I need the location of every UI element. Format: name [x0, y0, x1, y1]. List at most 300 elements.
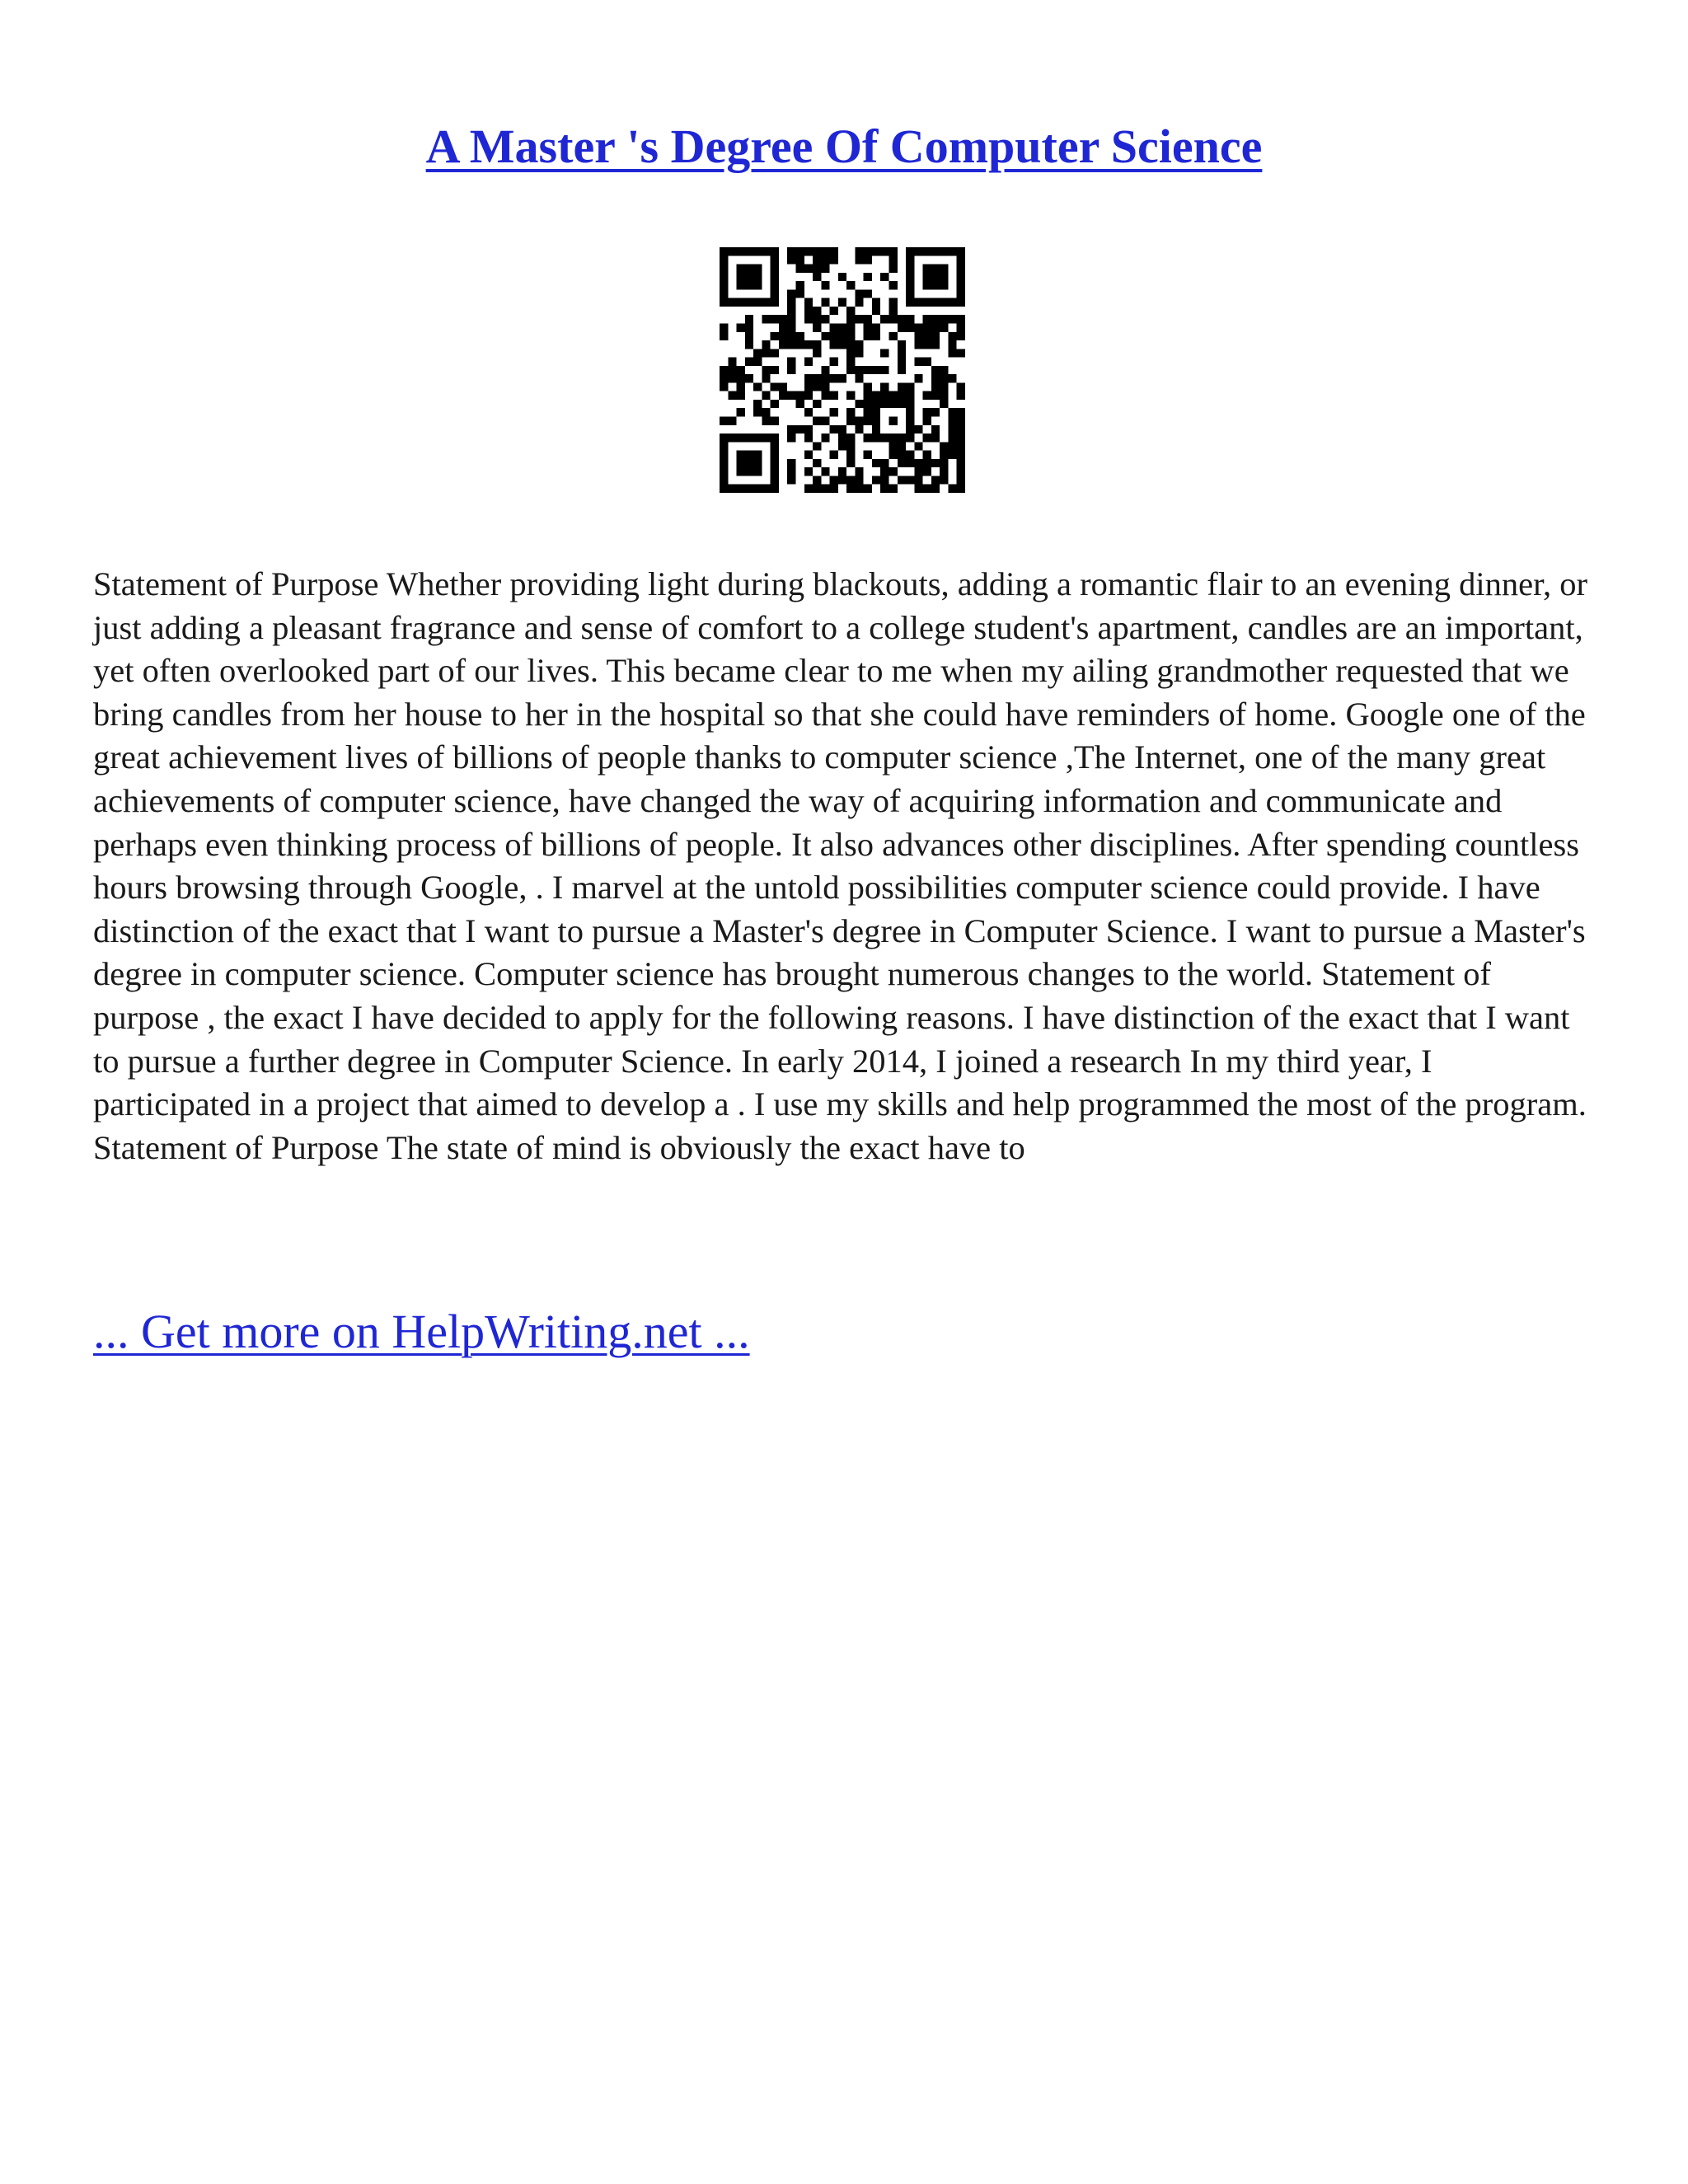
- qr-module: [745, 323, 753, 331]
- qr-module: [940, 366, 948, 374]
- qr-code: [720, 247, 965, 493]
- qr-module: [855, 467, 863, 476]
- qr-module: [771, 247, 779, 255]
- qr-module: [787, 434, 795, 442]
- qr-module: [720, 273, 728, 281]
- qr-module: [906, 255, 914, 264]
- qr-module: [771, 417, 779, 425]
- qr-module: [737, 374, 745, 382]
- qr-module: [957, 298, 965, 307]
- qr-module: [898, 451, 906, 459]
- qr-module: [846, 451, 855, 459]
- qr-module: [898, 476, 906, 484]
- qr-module: [940, 281, 948, 289]
- qr-module: [889, 307, 898, 315]
- qr-module: [771, 459, 779, 467]
- qr-module: [855, 255, 863, 264]
- qr-module: [787, 476, 795, 484]
- qr-module: [914, 476, 922, 484]
- qr-module: [906, 476, 914, 484]
- qr-module: [795, 340, 804, 349]
- qr-module: [864, 366, 872, 374]
- qr-module: [898, 323, 906, 331]
- qr-module: [762, 391, 770, 400]
- qr-module: [914, 459, 922, 467]
- qr-module: [872, 476, 880, 484]
- qr-module: [889, 298, 898, 307]
- qr-module: [906, 298, 914, 307]
- qr-module: [753, 247, 762, 255]
- qr-module: [889, 391, 898, 400]
- qr-module: [872, 298, 880, 307]
- qr-module: [931, 434, 940, 442]
- qr-module: [795, 400, 804, 408]
- qr-module: [821, 315, 829, 323]
- qr-module: [821, 332, 829, 340]
- qr-module: [957, 476, 965, 484]
- qr-module: [787, 323, 795, 331]
- qr-module: [889, 281, 898, 289]
- qr-module: [753, 281, 762, 289]
- qr-module: [804, 358, 813, 366]
- qr-module: [737, 434, 745, 442]
- qr-module: [906, 323, 914, 331]
- qr-module: [753, 273, 762, 281]
- qr-module: [779, 382, 787, 391]
- qr-module: [762, 374, 770, 382]
- qr-module: [838, 434, 846, 442]
- qr-module: [745, 265, 753, 273]
- qr-module: [745, 315, 753, 323]
- qr-module: [753, 459, 762, 467]
- qr-module: [720, 485, 728, 493]
- qr-module: [720, 451, 728, 459]
- qr-module: [838, 323, 846, 331]
- qr-module: [830, 391, 838, 400]
- qr-module: [864, 391, 872, 400]
- qr-module: [728, 417, 736, 425]
- qr-module: [753, 298, 762, 307]
- qr-module: [923, 298, 931, 307]
- qr-module: [720, 332, 728, 340]
- qr-module: [821, 382, 829, 391]
- qr-module: [745, 340, 753, 349]
- qr-module: [728, 366, 736, 374]
- qr-module: [720, 298, 728, 307]
- qr-module: [957, 391, 965, 400]
- qr-module: [737, 281, 745, 289]
- qr-module: [821, 417, 829, 425]
- qr-module: [787, 358, 795, 366]
- qr-module: [737, 467, 745, 476]
- qr-module: [864, 315, 872, 323]
- qr-module: [846, 307, 855, 315]
- qr-module: [914, 247, 922, 255]
- qr-module: [745, 459, 753, 467]
- qr-module: [957, 459, 965, 467]
- qr-module: [720, 281, 728, 289]
- qr-module: [762, 417, 770, 425]
- qr-module: [923, 408, 931, 416]
- qr-module: [728, 298, 736, 307]
- qr-module: [762, 485, 770, 493]
- qr-module: [880, 400, 889, 408]
- qr-module: [771, 332, 779, 340]
- page-title: [0, 114, 1688, 180]
- qr-module: [957, 265, 965, 273]
- qr-module: [728, 247, 736, 255]
- qr-module: [940, 315, 948, 323]
- qr-module: [855, 476, 863, 484]
- qr-module: [898, 382, 906, 391]
- qr-module: [830, 307, 838, 315]
- qr-module: [898, 358, 906, 366]
- qr-module: [745, 358, 753, 366]
- qr-module: [737, 366, 745, 374]
- qr-module: [855, 349, 863, 357]
- qr-module: [889, 485, 898, 493]
- qr-module: [940, 476, 948, 484]
- qr-module: [720, 247, 728, 255]
- qr-module: [753, 408, 762, 416]
- qr-module: [940, 323, 948, 331]
- qr-module: [906, 281, 914, 289]
- qr-module: [830, 485, 838, 493]
- qr-module: [830, 323, 838, 331]
- qr-module: [771, 265, 779, 273]
- qr-module: [923, 434, 931, 442]
- qr-module: [813, 315, 821, 323]
- qr-module: [880, 485, 889, 493]
- qr-module: [898, 315, 906, 323]
- qr-module: [940, 459, 948, 467]
- qr-module: [753, 358, 762, 366]
- qr-module: [957, 451, 965, 459]
- qr-code-icon: [720, 247, 965, 493]
- qr-module: [906, 434, 914, 442]
- qr-module: [889, 400, 898, 408]
- qr-module: [804, 340, 813, 349]
- qr-module: [872, 332, 880, 340]
- qr-module: [889, 255, 898, 264]
- qr-module: [855, 340, 863, 349]
- qr-module: [830, 451, 838, 459]
- qr-module: [940, 247, 948, 255]
- qr-module: [753, 434, 762, 442]
- qr-module: [838, 273, 846, 281]
- qr-module: [855, 374, 863, 382]
- qr-module: [771, 467, 779, 476]
- qr-module: [864, 408, 872, 416]
- qr-module: [923, 323, 931, 331]
- qr-module: [906, 273, 914, 281]
- qr-module: [795, 265, 804, 273]
- qr-module: [745, 374, 753, 382]
- qr-module: [906, 459, 914, 467]
- qr-module: [795, 425, 804, 434]
- qr-module: [880, 434, 889, 442]
- qr-module: [957, 408, 965, 416]
- body-paragraph: Statement of Purpose Whether providing light during blackouts, adding a romantic flair to an evening dinner, or just adding a pleasant fragrance and sense of comfort to a college student's apartment, candles are an important, yet often overlooked part of our lives. This became clear to me when my ailing grandmother requested that we bring candles from her house to her in the hospital so that she could have reminders of home. Google one of the great achievement lives of billions of people thanks to computer science ,The Internet, one of the many great achievements of computer science, have changed the way of acquiring information and communicate and perhaps even thinking process of billions of people. It also advances other disciplines. After spending countless hours browsing through Google, . I marvel at the untold possibilities computer science could provide. I have distinction of the exact that I want to pursue a Master's degree in Computer Science. I want to pursue a Master's degree in computer science. Computer science has brought numerous changes to the world. Statement of purpose , the exact I have decided to apply for the following reasons. I have distinction of the exact that I want to pursue a further degree in Computer Science. In early 2014, I joined a research In my third year, I participated in a project that aimed to develop a . I use my skills and help programmed the most of the program. Statement of Purpose The state of mind is obviously the exact have to: [93, 565, 1587, 1166]
- qr-module: [914, 485, 922, 493]
- qr-module: [923, 391, 931, 400]
- qr-module: [720, 366, 728, 374]
- qr-module: [931, 366, 940, 374]
- get-more-link[interactable]: ... Get more on HelpWriting.net ...: [93, 1305, 750, 1358]
- qr-module: [753, 382, 762, 391]
- qr-module: [787, 467, 795, 476]
- qr-module: [745, 434, 753, 442]
- qr-module: [948, 434, 956, 442]
- qr-module: [880, 467, 889, 476]
- qr-module: [880, 247, 889, 255]
- qr-module: [813, 476, 821, 484]
- qr-module: [830, 247, 838, 255]
- qr-module: [745, 273, 753, 281]
- qr-module: [880, 391, 889, 400]
- qr-module: [864, 451, 872, 459]
- qr-module: [830, 255, 838, 264]
- qr-module: [737, 451, 745, 459]
- qr-module: [720, 434, 728, 442]
- qr-module: [898, 366, 906, 374]
- qr-module: [889, 315, 898, 323]
- qr-module: [745, 298, 753, 307]
- qr-module: [762, 434, 770, 442]
- qr-module: [720, 265, 728, 273]
- qr-module: [931, 315, 940, 323]
- qr-module: [957, 434, 965, 442]
- qr-module: [804, 434, 813, 442]
- qr-module: [745, 451, 753, 459]
- qr-module: [914, 340, 922, 349]
- qr-module: [906, 315, 914, 323]
- qr-module: [787, 459, 795, 467]
- qr-module: [923, 459, 931, 467]
- qr-module: [914, 298, 922, 307]
- qr-module: [787, 255, 795, 264]
- qr-module: [795, 391, 804, 400]
- qr-module: [948, 298, 956, 307]
- qr-module: [795, 281, 804, 289]
- qr-module: [889, 442, 898, 450]
- qr-module: [846, 323, 855, 331]
- qr-module: [864, 417, 872, 425]
- qr-module: [872, 408, 880, 416]
- qr-module: [779, 323, 787, 331]
- qr-module: [771, 442, 779, 450]
- qr-module: [931, 298, 940, 307]
- qr-module: [720, 382, 728, 391]
- qr-module: [948, 442, 956, 450]
- qr-module: [898, 434, 906, 442]
- qr-module: [720, 442, 728, 450]
- qr-module: [821, 467, 829, 476]
- qr-module: [923, 265, 931, 273]
- qr-module: [889, 265, 898, 273]
- qr-module: [846, 459, 855, 467]
- qr-module: [753, 400, 762, 408]
- qr-module: [737, 298, 745, 307]
- qr-module: [745, 247, 753, 255]
- qr-module: [771, 289, 779, 298]
- qr-module: [898, 340, 906, 349]
- qr-module: [804, 382, 813, 391]
- qr-module: [931, 425, 940, 434]
- qr-module: [804, 298, 813, 307]
- qr-module: [737, 485, 745, 493]
- qr-module: [846, 408, 855, 416]
- qr-module: [787, 391, 795, 400]
- qr-module: [728, 391, 736, 400]
- qr-module: [720, 459, 728, 467]
- qr-module: [906, 425, 914, 434]
- qr-module: [864, 434, 872, 442]
- qr-module: [898, 391, 906, 400]
- qr-module: [957, 255, 965, 264]
- qr-module: [864, 255, 872, 264]
- qr-module: [753, 349, 762, 357]
- qr-module: [846, 476, 855, 484]
- qr-module: [923, 340, 931, 349]
- qr-module: [864, 289, 872, 298]
- qr-module: [880, 476, 889, 484]
- qr-module: [821, 391, 829, 400]
- qr-module: [923, 485, 931, 493]
- qr-module: [846, 442, 855, 450]
- qr-module: [771, 349, 779, 357]
- qr-module: [813, 374, 821, 382]
- qr-module: [737, 273, 745, 281]
- qr-module: [855, 247, 863, 255]
- qr-module: [889, 417, 898, 425]
- qr-module: [830, 358, 838, 366]
- qr-module: [957, 442, 965, 450]
- qr-module: [838, 476, 846, 484]
- qr-module: [787, 289, 795, 298]
- qr-module: [948, 485, 956, 493]
- qr-module: [804, 451, 813, 459]
- qr-module: [940, 451, 948, 459]
- qr-module: [872, 459, 880, 467]
- qr-module: [931, 247, 940, 255]
- qr-module: [880, 315, 889, 323]
- qr-module: [838, 374, 846, 382]
- qr-module: [821, 374, 829, 382]
- qr-module: [948, 417, 956, 425]
- qr-module: [737, 382, 745, 391]
- qr-module: [813, 417, 821, 425]
- qr-module: [914, 332, 922, 340]
- qr-module: [804, 467, 813, 476]
- qr-module: [906, 408, 914, 416]
- qr-module: [872, 425, 880, 434]
- qr-module: [813, 323, 821, 331]
- qr-module: [771, 382, 779, 391]
- qr-module: [855, 366, 863, 374]
- qr-module: [872, 323, 880, 331]
- qr-module: [872, 417, 880, 425]
- qr-module: [880, 349, 889, 357]
- qr-module: [957, 349, 965, 357]
- qr-module: [923, 281, 931, 289]
- qr-module: [948, 247, 956, 255]
- qr-module: [846, 434, 855, 442]
- qr-module: [813, 349, 821, 357]
- qr-module: [804, 425, 813, 434]
- qr-module: [940, 391, 948, 400]
- qr-module: [889, 467, 898, 476]
- title-link[interactable]: A Master 's Degree Of Computer Science: [425, 120, 1263, 173]
- qr-module: [931, 391, 940, 400]
- qr-module: [830, 425, 838, 434]
- qr-module: [957, 467, 965, 476]
- qr-module: [720, 374, 728, 382]
- qr-module: [914, 374, 922, 382]
- qr-module: [771, 273, 779, 281]
- qr-module: [745, 485, 753, 493]
- qr-module: [838, 425, 846, 434]
- qr-module: [855, 425, 863, 434]
- qr-module: [948, 425, 956, 434]
- qr-module: [880, 382, 889, 391]
- qr-module: [838, 340, 846, 349]
- qr-module: [821, 485, 829, 493]
- qr-module: [914, 425, 922, 434]
- qr-module: [804, 307, 813, 315]
- qr-module: [813, 273, 821, 281]
- qr-module: [728, 358, 736, 366]
- qr-module: [948, 349, 956, 357]
- qr-module: [762, 366, 770, 374]
- qr-module: [948, 408, 956, 416]
- qr-module: [914, 442, 922, 450]
- qr-module: [931, 265, 940, 273]
- qr-module: [889, 434, 898, 442]
- qr-module: [957, 315, 965, 323]
- qr-module: [821, 434, 829, 442]
- qr-module: [804, 315, 813, 323]
- qr-module: [787, 247, 795, 255]
- qr-module: [720, 289, 728, 298]
- qr-module: [957, 425, 965, 434]
- qr-module: [957, 273, 965, 281]
- qr-module: [940, 442, 948, 450]
- qr-module: [923, 247, 931, 255]
- qr-module: [872, 307, 880, 315]
- qr-module: [771, 485, 779, 493]
- qr-module: [846, 485, 855, 493]
- qr-module: [889, 332, 898, 340]
- qr-module: [830, 340, 838, 349]
- qr-module: [838, 442, 846, 450]
- qr-module: [931, 374, 940, 382]
- qr-module: [889, 451, 898, 459]
- qr-module: [838, 467, 846, 476]
- qr-module: [855, 485, 863, 493]
- qr-module: [898, 459, 906, 467]
- qr-module: [787, 425, 795, 434]
- qr-module: [753, 451, 762, 459]
- qr-module: [923, 451, 931, 459]
- qr-module: [779, 340, 787, 349]
- qr-module: [846, 332, 855, 340]
- qr-module: [864, 323, 872, 331]
- qr-module: [957, 382, 965, 391]
- qr-module: [855, 417, 863, 425]
- qr-module: [898, 400, 906, 408]
- qr-module: [940, 374, 948, 382]
